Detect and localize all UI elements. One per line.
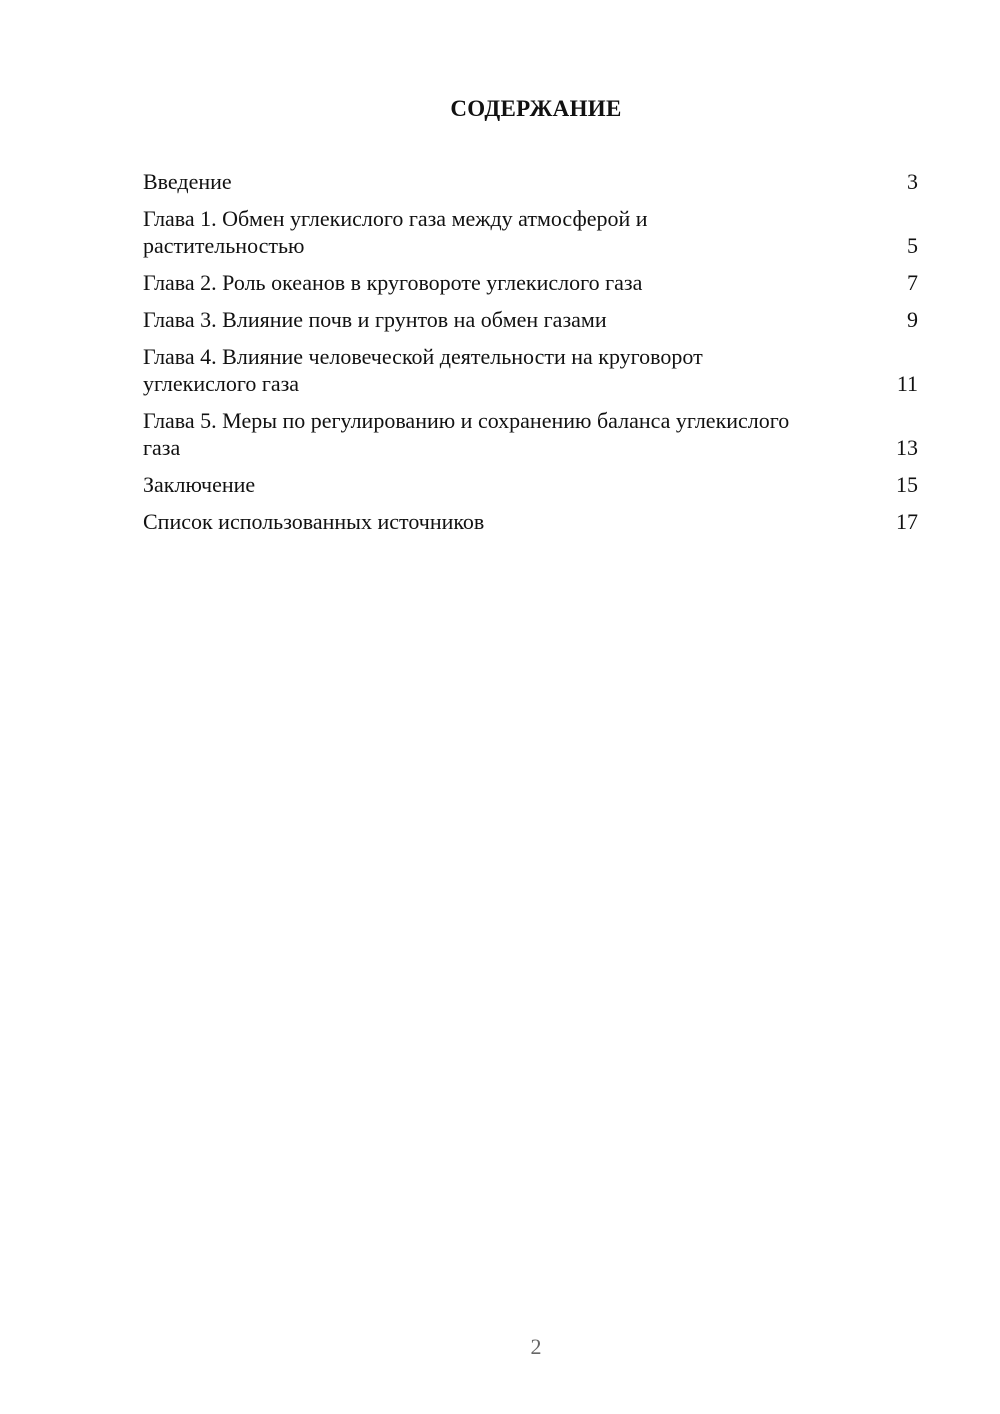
toc-entry-page: 7 — [907, 270, 918, 295]
toc-entry-chapter-1[interactable] — [143, 205, 918, 259]
toc-entry-page: 11 — [896, 371, 918, 396]
toc-entry-page: 3 — [907, 169, 918, 194]
toc-entry-label: Глава 5. Меры по регулированию и сохранению баланса углекислого газа — [143, 408, 790, 460]
toc-entry-label: Глава 3. Влияние почв и грунтов на обмен газами — [143, 307, 607, 332]
toc-entry-label: Заключение — [143, 472, 256, 497]
toc-entry-label: Список использованных источников — [143, 509, 485, 534]
toc-entry-references[interactable] — [143, 508, 918, 535]
toc-entry-page: 5 — [907, 233, 918, 258]
toc-entry-label: Введение — [143, 169, 232, 194]
toc-entry-chapter-2[interactable] — [143, 269, 918, 296]
toc-entry-page: 17 — [896, 509, 918, 534]
toc-entry-introduction[interactable] — [143, 168, 918, 195]
toc-entry-page: 9 — [907, 307, 918, 332]
toc-entry-page: 15 — [896, 472, 918, 497]
toc-entry-label: Глава 2. Роль океанов в круговороте углекислого газа — [143, 270, 643, 295]
toc-entry-label: Глава 1. Обмен углекислого газа между атмосферой и растительностью — [143, 206, 648, 258]
toc-entry-conclusion[interactable] — [143, 471, 918, 498]
page-title: СОДЕРЖАНИЕ — [450, 96, 622, 121]
toc-entry-label: Глава 4. Влияние человеческой деятельности на круговорот углекислого газа — [143, 344, 703, 396]
toc-entry-chapter-4[interactable] — [143, 343, 918, 397]
page-number: 2 — [530, 1334, 542, 1359]
toc-entry-chapter-3[interactable] — [143, 306, 918, 333]
toc-entry-page: 13 — [896, 435, 918, 460]
table-of-contents — [143, 168, 918, 545]
toc-entry-chapter-5[interactable] — [143, 407, 918, 461]
